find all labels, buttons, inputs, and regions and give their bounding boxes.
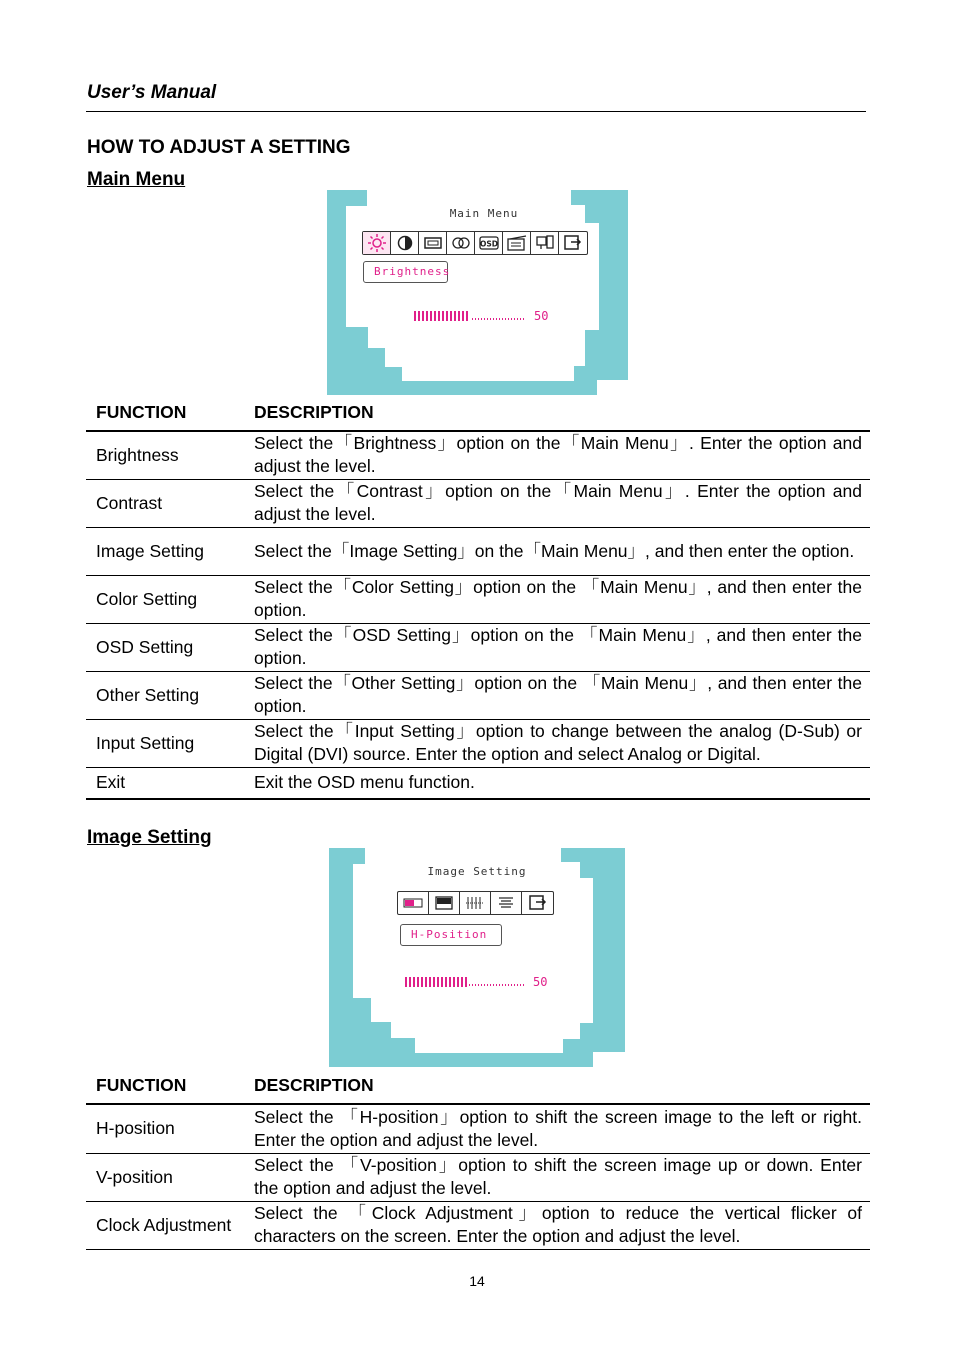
section-heading: HOW TO ADJUST A SETTING [87,137,351,158]
osd-frame [327,190,628,395]
manual-title: User’s Manual [87,82,217,103]
contrast-icon [391,232,419,254]
description-cell: Select the「Brightness」option on the「Main Menu」. Enter the option and adjust the level. [254,431,870,479]
function-cell: OSD Setting [86,623,254,671]
function-cell: Clock Adjustment [86,1201,254,1249]
table-row [86,623,870,671]
osd-level-bar [414,309,548,323]
clock-icon [460,892,491,914]
level-remaining [472,318,526,320]
table-row [86,767,870,799]
description-cell: Select the「Input Setting」option to change between the analog (D-Sub) or Digital (DVI) source. Enter the option and select Analog or Digital. [254,719,870,767]
table-row [86,527,870,575]
function-cell: H-position [86,1104,254,1153]
table-row [86,1153,870,1201]
function-column-header: FUNCTION [86,1068,254,1104]
brightness-icon [363,232,391,254]
osd-setting-icon [475,232,503,254]
main-menu-heading: Main Menu [87,169,186,190]
function-cell: Exit [86,767,254,799]
description-cell: Select the「Color Setting」option on the 「Main Menu」, and then enter the option. [254,575,870,623]
function-cell: Image Setting [86,527,254,575]
description-cell: Exit the OSD menu function. [254,767,870,799]
input-setting-icon [531,232,559,254]
osd-title: Main Menu [449,207,519,220]
osd-frame [329,848,625,1067]
function-cell: Brightness [86,431,254,479]
osd-icon-bar [397,891,554,915]
description-cell: Select the「Other Setting」option on the 「Main Menu」, and then enter the option. [254,671,870,719]
function-cell: V-position [86,1153,254,1201]
main-menu-osd-illustration [327,190,628,395]
description-column-header: DESCRIPTION [254,395,870,431]
osd-tooltip: Brightness [363,261,448,283]
table-row [86,719,870,767]
level-value: 50 [534,309,549,323]
osd-title: Image Setting [427,865,527,878]
function-cell: Other Setting [86,671,254,719]
description-cell: Select the「Contrast」option on the「Main Menu」. Enter the option and adjust the level. [254,479,870,527]
function-cell: Input Setting [86,719,254,767]
level-fill [414,311,470,321]
description-cell: Select the 「V-position」option to shift the screen image up or down. Enter the option and adjust the level. [254,1153,870,1201]
phase-icon [491,892,522,914]
exit-icon [522,892,553,914]
other-setting-icon [503,232,531,254]
description-cell: Select the 「Clock Adjustment」option to reduce the vertical flicker of characters on the screen. Enter the option and adjust the level. [254,1201,870,1249]
osd-level-bar [405,975,547,989]
function-cell: Contrast [86,479,254,527]
image-setting-function-table [86,1068,870,1250]
function-column-header: FUNCTION [86,395,254,431]
description-cell: Select the「Image Setting」on the「Main Menu」, and then enter the option. [254,527,870,575]
table-row [86,1201,870,1249]
description-cell: Select the「OSD Setting」option on the 「Main Menu」, and then enter the option. [254,623,870,671]
image-setting-icon [419,232,447,254]
v-position-icon [429,892,460,914]
level-value: 50 [533,975,548,989]
h-position-icon [398,892,429,914]
table-row [86,1104,870,1153]
level-remaining [469,984,525,986]
function-cell: Color Setting [86,575,254,623]
table-row [86,671,870,719]
image-setting-heading: Image Setting [87,827,212,848]
table-row [86,575,870,623]
level-fill [405,977,467,987]
svg-text:OSD: OSD [479,239,498,249]
description-column-header: DESCRIPTION [254,1068,870,1104]
table-row [86,479,870,527]
exit-icon [559,232,587,254]
image-setting-osd-illustration [329,848,625,1067]
osd-icon-bar [362,231,588,255]
page-number: 14 [469,1273,485,1289]
table-row [86,431,870,479]
description-cell: Select the 「H-position」option to shift the screen image to the left or right. Enter the option and adjust the level. [254,1104,870,1153]
osd-tooltip: H-Position [400,924,502,946]
main-menu-function-table [86,395,870,800]
header-divider [86,111,866,112]
color-setting-icon [447,232,475,254]
